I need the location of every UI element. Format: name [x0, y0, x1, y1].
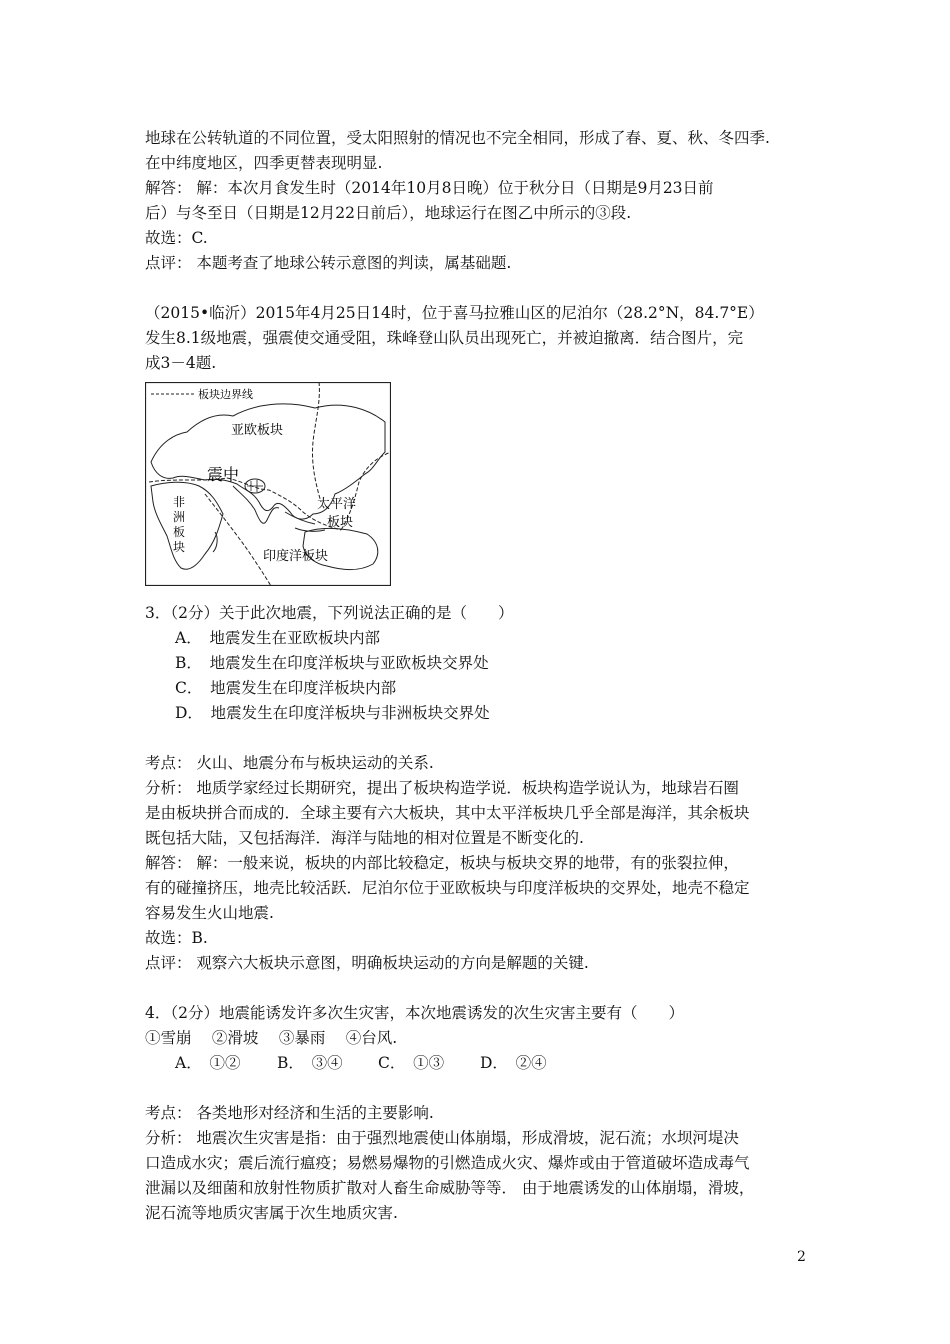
- option-a: A． 地震发生在亚欧板块内部: [175, 629, 380, 647]
- pacific-plate-label: 太平洋: [317, 497, 357, 512]
- indian-plate-label: 印度洋板块: [263, 549, 329, 564]
- question-stem: 3．（2分）关于此次地震，下列说法正确的是（ ）: [145, 604, 514, 622]
- option-d: D． 地震发生在印度洋板块与非洲板块交界处: [175, 704, 490, 722]
- african-plate-label: 板: [173, 525, 186, 539]
- text-line: 后）与冬至日（日期是12月22日前后），地球运行在图乙中所示的③段.: [145, 204, 632, 222]
- fenxi-line: 泥石流等地质灾害属于次生地质灾害.: [145, 1204, 398, 1222]
- fenxi-line: 口造成水灾；震后流行瘟疫；易燃易爆物的引燃造成火灾、爆炸或由于管道破坏造成毒气: [145, 1154, 750, 1172]
- fenxi-line: 分析： 地震次生灾害是指：由于强烈地震使山体崩塌，形成滑坡，泥石流；水坝河堤决: [145, 1129, 739, 1147]
- choice-line: 故选：C.: [145, 229, 208, 247]
- intro-line: 成3－4题.: [145, 354, 217, 372]
- text-line: 在中纬度地区，四季更替表现明显.: [145, 154, 383, 172]
- african-plate-label: 洲: [173, 510, 186, 524]
- fenxi-line: 是由板块拼合而成的．全球主要有六大板块，其中太平洋板块几乎全部是海洋，其余板块: [145, 804, 750, 822]
- text-line: 地球在公转轨道的不同位置，受太阳照射的情况也不完全相同，形成了春、夏、秋、冬四季.: [145, 129, 770, 147]
- fenxi-line: 泄漏以及细菌和放射性物质扩散对人畜生命威胁等等． 由于地震诱发的山体崩塌，滑坡，: [145, 1179, 755, 1197]
- kaodian-line: 考点： 各类地形对经济和生活的主要影响.: [145, 1104, 434, 1122]
- jieda-line: 解答： 解：一般来说，板块的内部比较稳定，板块与板块交界的地带，有的张裂拉伸，: [145, 854, 739, 872]
- answer-line: 解答： 解：本次月食发生时（2014年10月8日晚）位于秋分日（日期是9月23日前: [145, 179, 714, 197]
- eurasian-plate-label: 亚欧板块: [231, 423, 284, 438]
- jieda-line: 有的碰撞挤压，地壳比较活跃．尼泊尔位于亚欧板块与印度洋板块的交界处，地壳不稳定: [145, 879, 750, 897]
- comment-line: 点评： 观察六大板块示意图，明确板块运动的方向是解题的关键.: [145, 954, 589, 972]
- option-c: C． ①③: [378, 1054, 445, 1072]
- option-a: A． ①②: [175, 1054, 241, 1072]
- legend-label: 板块边界线: [198, 388, 253, 401]
- page-number: 2: [797, 1249, 806, 1265]
- fenxi-line: 分析： 地质学家经过长期研究，提出了板块构造学说．板块构造学说认为，地球岩石圈: [145, 779, 739, 797]
- option-b: B． ③④: [277, 1054, 343, 1072]
- option-d: D． ②④: [480, 1054, 547, 1072]
- african-plate-label: 非: [173, 495, 186, 509]
- comment-line: 点评： 本题考查了地球公转示意图的判读，属基础题.: [145, 254, 512, 272]
- kaodian-line: 考点： 火山、地震分布与板块运动的关系.: [145, 754, 434, 772]
- african-plate-label: 块: [173, 540, 186, 554]
- epicenter-label: 震中: [207, 465, 240, 484]
- intro-line: 发生8.1级地震，强震使交通受阻，珠峰登山队员出现死亡，并被迫撤离．结合图片，完: [145, 329, 744, 347]
- pacific-plate-label: 板块: [327, 515, 354, 530]
- option-b: B． 地震发生在印度洋板块与亚欧板块交界处: [175, 654, 489, 672]
- jieda-line: 容易发生火山地震.: [145, 904, 274, 922]
- option-c: C． 地震发生在印度洋板块内部: [175, 679, 397, 697]
- plate-map: [145, 382, 391, 586]
- answer-line: 故选：B.: [145, 929, 208, 947]
- fenxi-line: 既包括大陆，又包括海洋．海洋与陆地的相对位置是不断变化的.: [145, 829, 584, 847]
- question-stem: 4．（2分）地震能诱发许多次生灾害，本次地震诱发的次生灾害主要有（ ）: [145, 1004, 684, 1022]
- question-items: ①雪崩 ②滑坡 ③暴雨 ④台风.: [145, 1029, 398, 1047]
- intro-line: （2015•临沂）2015年4月25日14时，位于喜马拉雅山区的尼泊尔（28.2°N，84.7°E）: [145, 304, 764, 322]
